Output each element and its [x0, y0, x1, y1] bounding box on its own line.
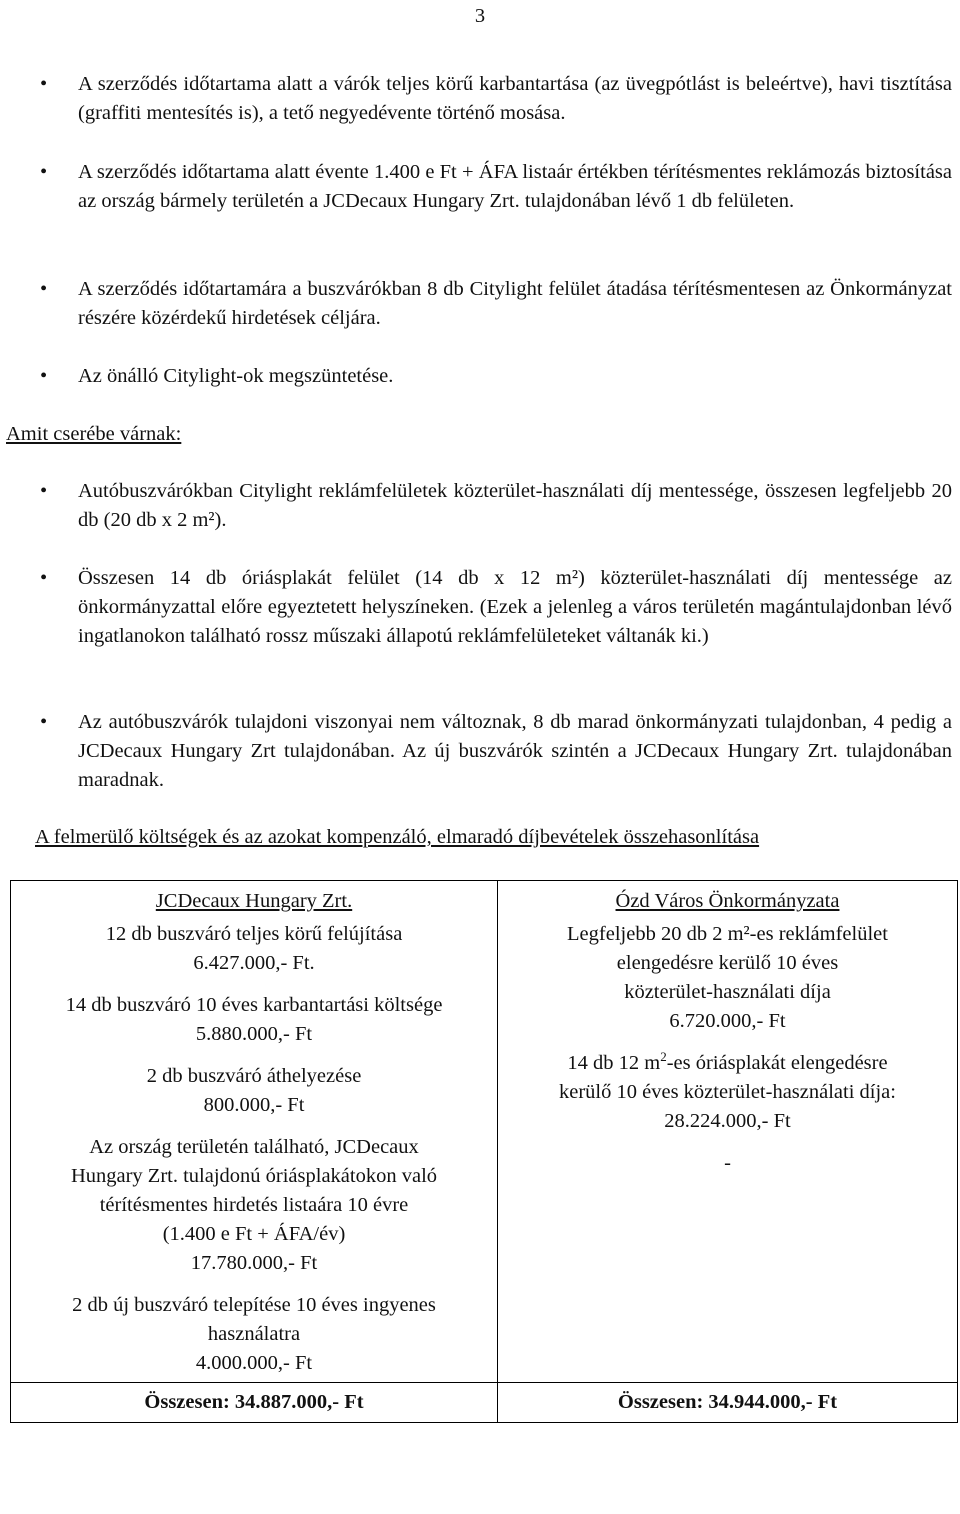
list-item: [40, 477, 952, 535]
right-total: Összesen: 34.944.000,- Ft: [617, 1391, 838, 1413]
cost-line: 5.880.000,- Ft: [195, 1023, 313, 1045]
cost-line: Az ország területén található, JCDecaux: [89, 1136, 419, 1158]
cost-line: 800.000,- Ft: [203, 1094, 305, 1116]
list-item-text: A szerződés időtartamára a buszvárókban 8 db Citylight felület átadása térítésmentesen az Önkormányzat részére közérdekű hirdetések céljára.: [78, 278, 952, 329]
list-item: [40, 708, 952, 795]
cost-item: [19, 1291, 489, 1378]
left-column-header: JCDecaux Hungary Zrt.: [155, 890, 353, 912]
no-revenue-dash: -: [724, 1152, 731, 1174]
table-total-row: [11, 1383, 958, 1423]
cost-item: [19, 991, 489, 1049]
table-total-cell: [498, 1383, 958, 1423]
bullet-dot: •: [40, 365, 48, 387]
cost-item: [19, 920, 489, 978]
list-item: [40, 158, 952, 216]
table-header-cell: [498, 881, 958, 917]
cost-line: 12 db buszváró teljes körű felújítása: [105, 923, 403, 945]
cost-line: (1.400 e Ft + ÁFA/év): [162, 1223, 346, 1245]
list-item: [40, 275, 952, 333]
cost-line: 2 db buszváró áthelyezése: [146, 1065, 362, 1087]
revenue-line: [506, 1049, 949, 1078]
table-header-row: [11, 881, 958, 917]
cost-line: 2 db új buszváró telepítése 10 éves ingyenes: [72, 1294, 436, 1316]
bullet-dot: •: [40, 567, 48, 589]
cost-line: 4.000.000,- Ft: [195, 1352, 313, 1374]
list-item-text: Az autóbuszvárók tulajdoni viszonyai nem változnak, 8 db marad önkormányzati tulajdonban, 4 pedig a JCDecaux Hungary Zrt tulajdonában. Az új buszvárók szintén a JCDecaux Hungary Zrt. tulajdonában maradnak.: [78, 711, 952, 791]
list-item: [40, 70, 952, 128]
revenue-line: 6.720.000,- Ft: [669, 1010, 786, 1032]
table-cell-left: [11, 916, 498, 1383]
cost-line: térítésmentes hirdetés listaára 10 évre: [99, 1194, 409, 1216]
sub-heading: Amit cserébe várnak:: [6, 423, 182, 445]
revenue-item: [506, 920, 949, 1036]
cost-line: 14 db buszváró 10 éves karbantartási költsége: [65, 994, 443, 1016]
cost-item: [19, 1062, 489, 1120]
list-item: [40, 564, 952, 651]
revenue-line: közterület-használati díja: [624, 981, 831, 1003]
revenue-line: elengedésre kerülő 10 éves: [616, 952, 839, 974]
section-title: A felmerülő költségek és az azokat kompenzáló, elmaradó díjbevételek összehasonlítása: [35, 826, 760, 848]
table-total-cell: [11, 1383, 498, 1423]
list-item-text: A szerződés időtartama alatt a várók teljes körű karbantartása (az üvegpótlást is beleértve), havi tisztítása (graffiti mentesítés is), a tető negyedévente történő mosása.: [78, 73, 952, 124]
bullet-dot: •: [40, 278, 48, 300]
revenue-text: -es óriásplakát elengedésre: [666, 1052, 888, 1074]
table-row: [11, 916, 958, 1383]
superscript: 2: [660, 1049, 667, 1065]
table-cell-right: [498, 916, 958, 1383]
bullet-dot: •: [40, 161, 48, 183]
right-column-header: Ózd Város Önkormányzata: [615, 890, 840, 912]
table-header-cell: [11, 881, 498, 917]
cost-line: 17.780.000,- Ft: [190, 1252, 318, 1274]
cost-line: használatra: [207, 1323, 301, 1345]
list-item-text: Autóbuszvárókban Citylight reklámfelületek közterület-használati díj mentessége, összesen legfeljebb 20 db (20 db x 2 m²).: [78, 480, 952, 531]
list-item-text: Összesen 14 db óriásplakát felület (14 db x 12 m²) közterület-használati díj mentessége az önkormányzattal előre egyeztetett helyszíneken. (Ezek a jelenleg a város területén magántulajdonban lévő ingatlanokon található rossz műszaki állapotú reklámfelületeket váltanák ki.): [78, 567, 952, 647]
cost-line: 6.427.000,- Ft.: [193, 952, 315, 974]
left-total: Összesen: 34.887.000,- Ft: [144, 1391, 364, 1413]
revenue-text: 14 db 12 m: [567, 1052, 661, 1074]
list-item: [40, 362, 952, 391]
cost-line: Hungary Zrt. tulajdonú óriásplakátokon való: [70, 1165, 438, 1187]
bullet-dot: •: [40, 711, 48, 733]
revenue-item: [506, 1049, 949, 1136]
page-number: 3: [474, 5, 486, 27]
comparison-table: [10, 880, 958, 1423]
revenue-line: 28.224.000,- Ft: [664, 1110, 791, 1132]
list-item-text: A szerződés időtartama alatt évente 1.400 e Ft + ÁFA listaár értékben térítésmentes reklámozás biztosítása az ország bármely területén a JCDecaux Hungary Zrt. tulajdonában lévő 1 db felületen.: [78, 161, 952, 212]
bullet-dot: •: [40, 73, 48, 95]
revenue-line: kerülő 10 éves közterület-használati díja:: [559, 1081, 896, 1103]
revenue-line: Legfeljebb 20 db 2 m²-es reklámfelület: [567, 923, 888, 945]
cost-item: [19, 1133, 489, 1278]
list-item-text: Az önálló Citylight-ok megszüntetése.: [78, 365, 394, 387]
bullet-dot: •: [40, 480, 48, 502]
